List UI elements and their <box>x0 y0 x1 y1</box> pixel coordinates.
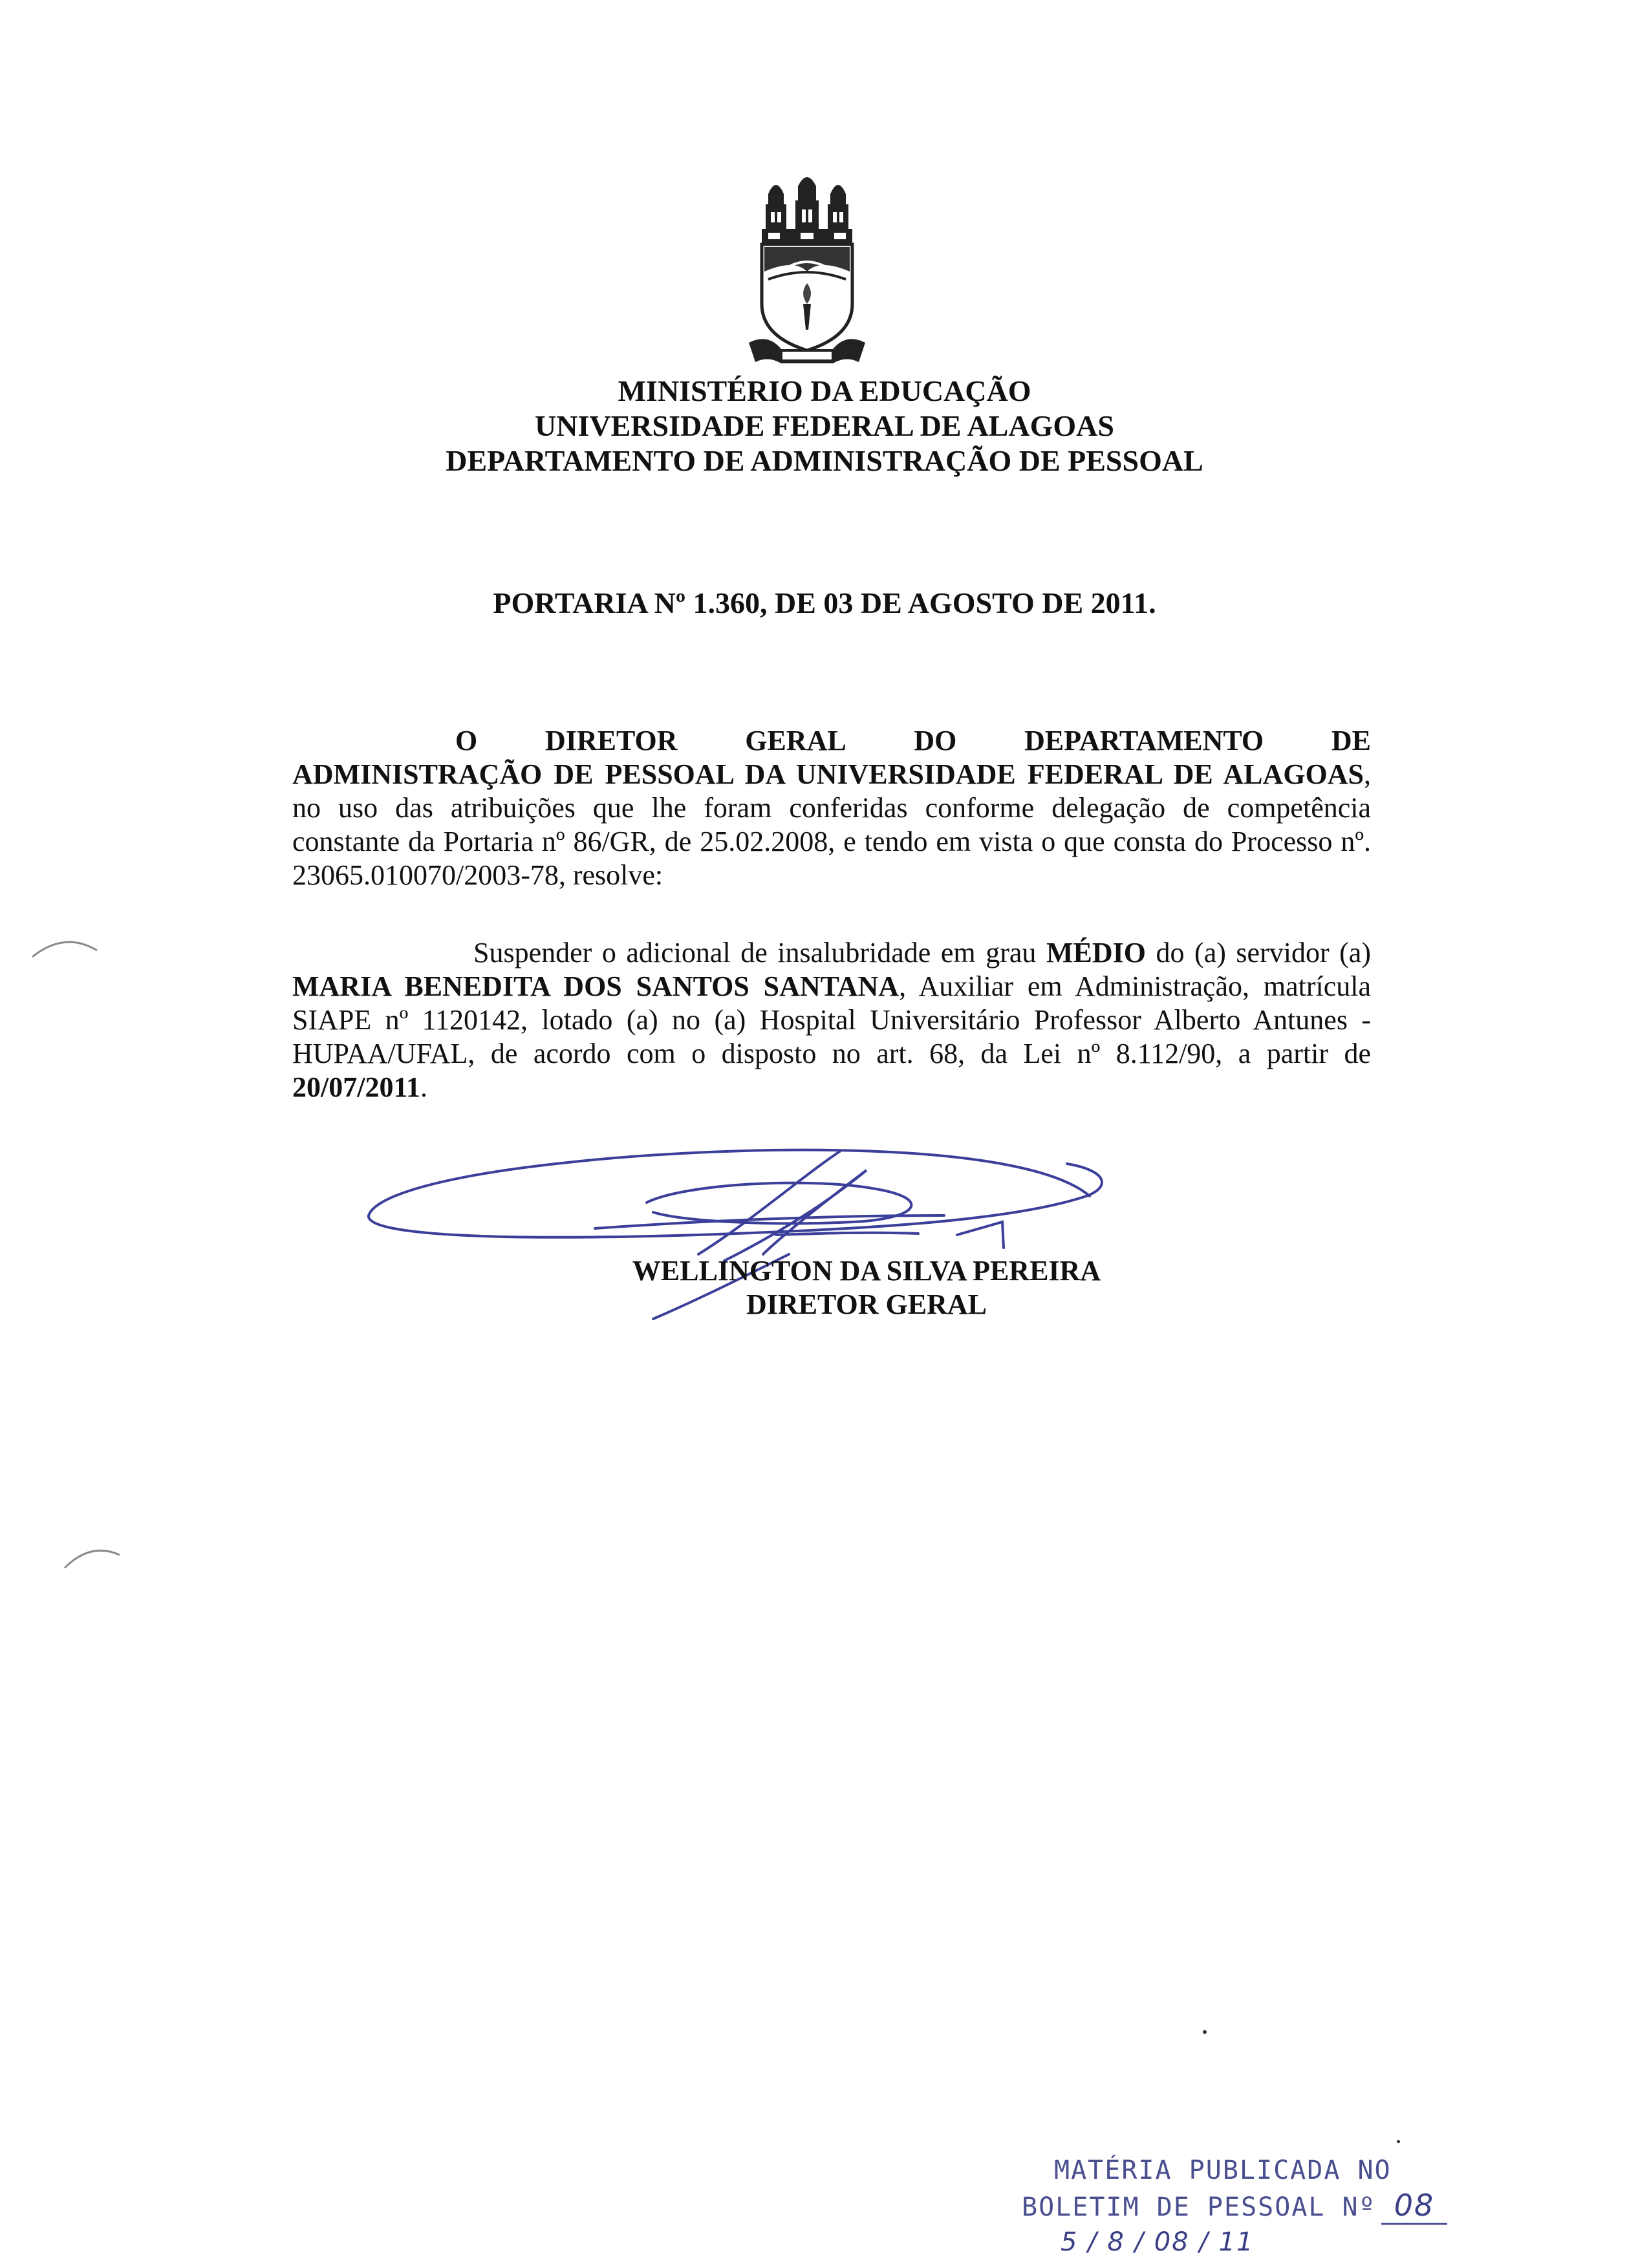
punch-hole-mark-icon <box>26 931 103 970</box>
preamble-text: , no uso das atribuições que lhe foram conferidas conforme delegação de competência constante da Portaria nº 86/GR, de 25.02.2008, e tendo em vista o que consta do Processo nº. 23065.010070/2003-78, resolve: <box>292 758 1371 891</box>
resolution-paragraph <box>292 936 1371 1104</box>
resolution-text-3: , Auxiliar em Administração, matrícula SIAPE nº 1120142, lotado (a) no (a) Hospital Universitário Professor Alberto Antunes - HUPAA/UFAL, de acordo com o disposto no art. 68, da Lei nº 8.112/90, a partir de <box>292 970 1371 1069</box>
stamp-line-2 <box>1022 2188 1487 2225</box>
preamble-word: DIRETOR <box>544 725 678 756</box>
resolution-text-4: . <box>420 1071 428 1103</box>
preamble-paragraph <box>292 724 1371 892</box>
preamble-word: DE <box>1331 725 1371 756</box>
preamble-word: O <box>455 725 478 756</box>
resolution-text-2: do (a) servidor (a) <box>1145 937 1371 968</box>
university-name: UNIVERSIDADE FEDERAL DE ALAGOAS <box>535 409 1114 442</box>
preamble-word: DO <box>914 725 957 756</box>
ordinance-title: PORTARIA Nº 1.360, DE 03 DE AGOSTO DE 2011. <box>493 586 1156 619</box>
document-header <box>0 374 1649 478</box>
preamble-word: DEPARTAMENTO <box>1024 725 1264 756</box>
signatory-role: DIRETOR GERAL <box>746 1289 987 1320</box>
stamp-line-3: 5 / 8 / 08 / 11 <box>1061 2227 1255 2257</box>
signatory-name: WELLINGTON DA SILVA PEREIRA <box>632 1255 1101 1287</box>
stamp-bulletin-number: 08 <box>1381 2188 1448 2225</box>
paper-speck <box>1397 2140 1400 2143</box>
employee-name: MARIA BENEDITA DOS SANTOS SANTANA <box>292 970 900 1002</box>
department-name: DEPARTAMENTO DE ADMINISTRAÇÃO DE PESSOAL <box>446 444 1203 477</box>
stamp-bulletin-label: BOLETIM DE PESSOAL Nº <box>1022 2192 1376 2222</box>
preamble-first-line <box>292 724 1371 758</box>
preamble-bold-authority: ADMINISTRAÇÃO DE PESSOAL DA UNIVERSIDADE FEDERAL DE ALAGOAS <box>292 758 1364 790</box>
insalubrity-grade: MÉDIO <box>1046 937 1146 968</box>
preamble-word: GERAL <box>745 725 846 756</box>
publication-stamp <box>1022 2153 1487 2260</box>
stamp-line-1: MATÉRIA PUBLICADA NO <box>1054 2156 1392 2185</box>
paper-speck <box>1203 2030 1207 2034</box>
effective-date: 20/07/2011 <box>292 1071 421 1103</box>
university-crest-icon <box>742 175 872 375</box>
punch-hole-mark-icon <box>58 1539 136 1578</box>
ministry-name: MINISTÉRIO DA EDUCAÇÃO <box>618 374 1031 407</box>
signatory-block <box>569 1254 1164 1321</box>
resolution-text-1: Suspender o adicional de insalubridade em grau <box>473 937 1046 968</box>
